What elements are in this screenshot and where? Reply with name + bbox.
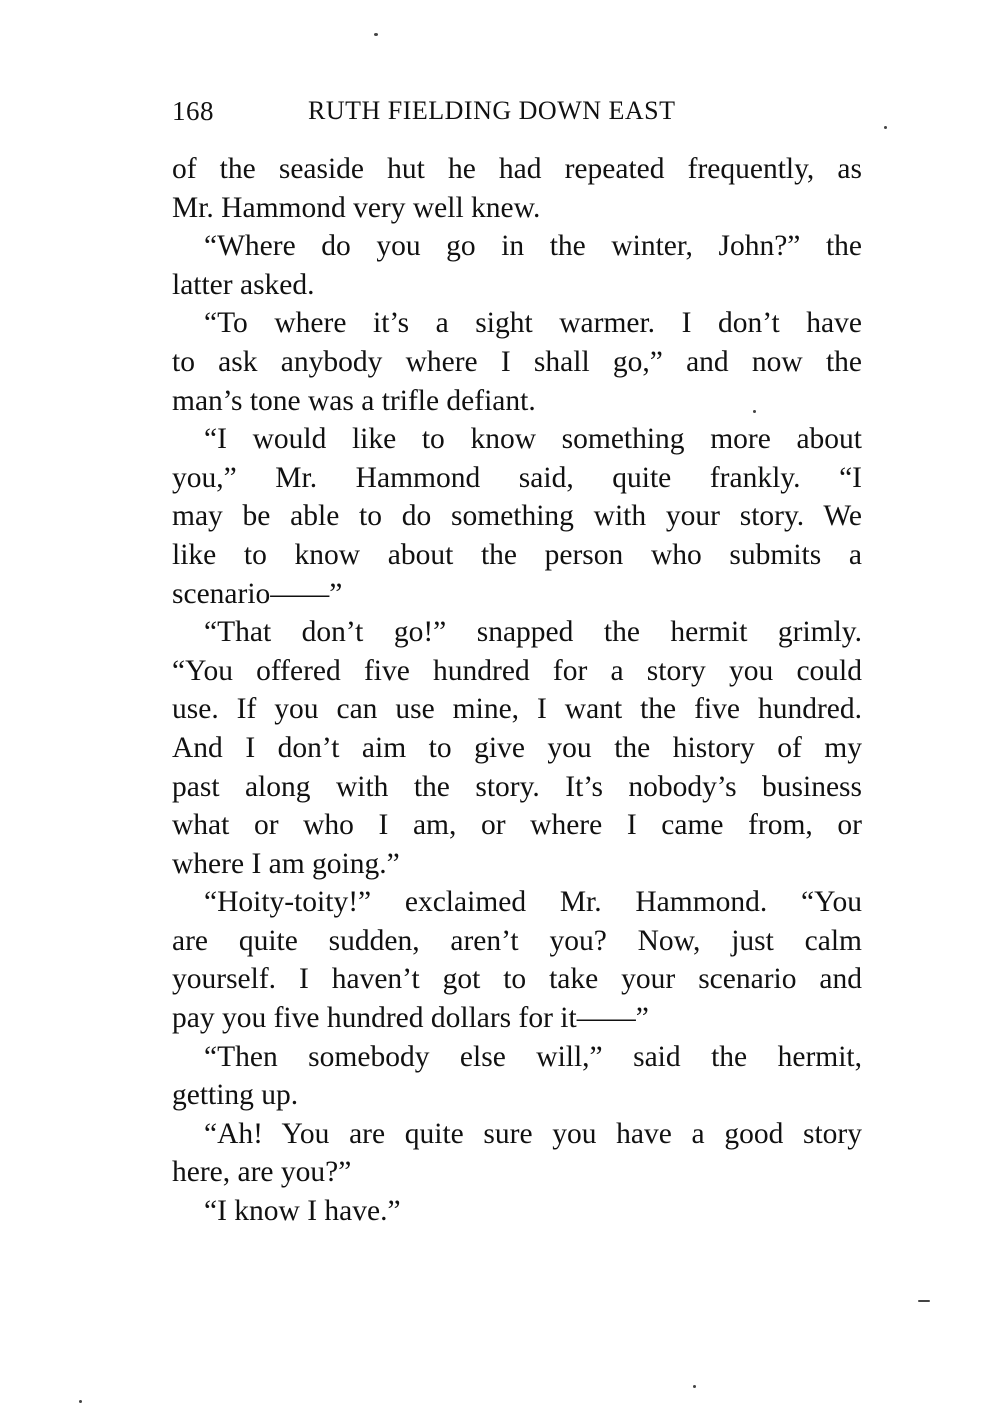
- text-line: “Where do you go in the winter, John?” the: [204, 230, 862, 263]
- page-number: 168: [172, 96, 214, 126]
- text-line: Mr. Hammond very well knew.: [172, 191, 541, 224]
- text-line: may be able to do something with your story. We: [172, 500, 862, 533]
- scan-speck: [753, 410, 756, 413]
- text-line: scenario——”: [172, 577, 343, 610]
- scan-speck: [374, 33, 378, 36]
- text-line: yourself. I haven’t got to take your scenario and: [172, 963, 862, 996]
- text-line: “Then somebody else will,” said the hermit,: [204, 1040, 862, 1073]
- text-line: “You offered five hundred for a story you could: [172, 654, 862, 687]
- running-title: RUTH FIELDING DOWN EAST: [308, 96, 676, 125]
- text-line: of the seaside hut he had repeated frequently, as: [172, 153, 862, 185]
- text-line: past along with the story. It’s nobody’s business: [172, 770, 862, 803]
- text-line: And I don’t aim to give you the history of my: [172, 731, 862, 764]
- text-line: getting up.: [172, 1079, 299, 1112]
- text-line: are quite sudden, aren’t you? Now, just calm: [172, 924, 862, 957]
- text-line: man’s tone was a trifle defiant.: [172, 384, 536, 417]
- scan-speck: [884, 126, 887, 129]
- text-line: “Ah! You are quite sure you have a good story: [204, 1117, 862, 1150]
- scan-speck: [693, 1385, 696, 1388]
- text-line: to ask anybody where I shall go,” and now the: [172, 345, 862, 378]
- text-line: latter asked.: [172, 268, 315, 301]
- text-line: “To where it’s a sight warmer. I don’t have: [204, 307, 862, 340]
- scan-speck: [79, 1400, 82, 1403]
- text-line: like to know about the person who submits a: [172, 538, 862, 571]
- body-text: [172, 150, 862, 1231]
- text-line: “I know I have.”: [204, 1195, 401, 1228]
- text-line: where I am going.”: [172, 847, 400, 880]
- text-line: you,” Mr. Hammond said, quite frankly. “I: [172, 461, 862, 494]
- text-line: “Hoity-toity!” exclaimed Mr. Hammond. “You: [204, 886, 862, 919]
- text-line: here, are you?”: [172, 1156, 352, 1189]
- scan-speck: [918, 1300, 930, 1302]
- text-line: use. If you can use mine, I want the five hundred.: [172, 693, 862, 726]
- page-header: [172, 96, 732, 132]
- text-line: “That don’t go!” snapped the hermit grimly.: [204, 616, 862, 649]
- text-line: pay you five hundred dollars for it——”: [172, 1002, 649, 1035]
- text-line: “I would like to know something more about: [204, 423, 862, 456]
- text-line: what or who I am, or where I came from, or: [172, 809, 862, 842]
